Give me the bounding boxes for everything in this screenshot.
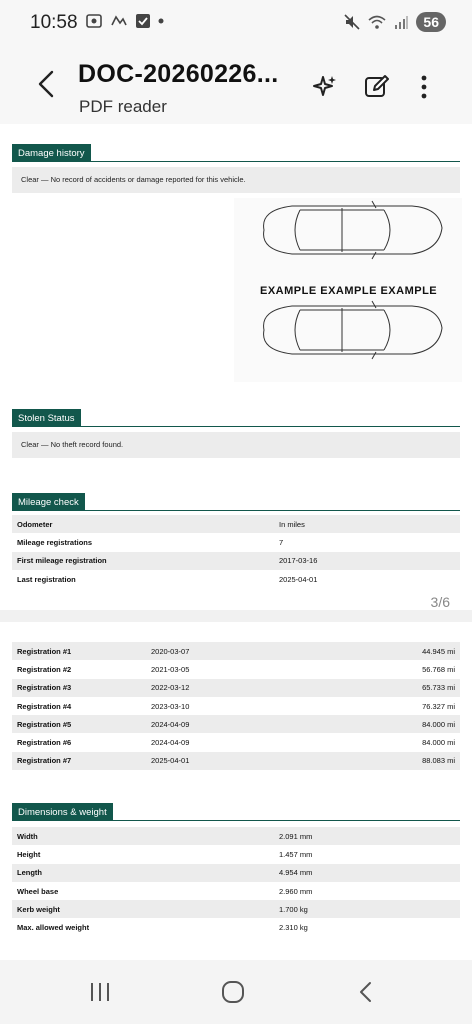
check-box-icon bbox=[136, 14, 150, 28]
table-row: Kerb weight 1.700 kg bbox=[12, 900, 460, 918]
document-subtitle: PDF reader bbox=[79, 97, 167, 116]
section-header-dimensions: Dimensions & weight bbox=[12, 802, 460, 821]
registrations-table bbox=[12, 642, 460, 770]
app-bar bbox=[0, 46, 472, 124]
pdf-page bbox=[0, 622, 472, 960]
table-row: Registration #5 2024-04-09 84.000 mi bbox=[12, 715, 460, 733]
status-notification-icons bbox=[86, 13, 164, 29]
table-row: Length 4.954 mm bbox=[12, 864, 460, 882]
status-time: 10:58 bbox=[30, 12, 78, 33]
stolen-status-note: Clear — No theft record found. bbox=[12, 432, 460, 458]
table-row: Last registration 2025-04-01 bbox=[17, 574, 318, 584]
section-header-damage-history: Damage history bbox=[12, 143, 460, 162]
table-row: First mileage registration 2017-03-16 bbox=[12, 552, 460, 570]
vehicle-diagram bbox=[234, 198, 462, 382]
mileage-table bbox=[12, 515, 460, 588]
table-row: Max. allowed weight 2.310 kg bbox=[17, 923, 308, 933]
home-icon[interactable] bbox=[221, 980, 245, 1004]
status-system-icons bbox=[344, 12, 446, 32]
table-row: Mileage registrations 7 bbox=[17, 537, 284, 547]
more-vert-icon[interactable] bbox=[416, 74, 432, 100]
section-header-mileage-check: Mileage check bbox=[12, 492, 460, 511]
dot-icon bbox=[158, 18, 164, 24]
pdf-page bbox=[0, 124, 472, 610]
table-row: Registration #3 2022-03-12 65.733 mi bbox=[12, 679, 460, 697]
table-row: Registration #1 2020-03-07 44.945 mi bbox=[12, 642, 460, 660]
table-row: Odometer In miles bbox=[12, 515, 460, 533]
edit-icon[interactable] bbox=[364, 74, 390, 100]
document-title: DOC-20260226... bbox=[78, 60, 279, 88]
table-row: Registration #4 2023-03-10 76.327 mi bbox=[17, 701, 455, 711]
table-row: Width 2.091 mm bbox=[12, 827, 460, 845]
screenshot-icon bbox=[86, 13, 102, 29]
example-watermark: EXAMPLE EXAMPLE EXAMPLE bbox=[260, 285, 438, 297]
status-bar bbox=[0, 0, 472, 46]
cast-icon bbox=[110, 13, 128, 29]
table-row: Registration #2 2021-03-05 56.768 mi bbox=[17, 664, 455, 674]
nav-back-icon[interactable] bbox=[356, 980, 376, 1004]
table-row: Registration #7 2025-04-01 88.083 mi bbox=[12, 752, 460, 770]
signal-icon bbox=[394, 15, 408, 29]
table-row: Registration #6 2024-04-09 84.000 mi bbox=[17, 738, 455, 748]
table-row: Height 1.457 mm bbox=[17, 849, 313, 859]
wifi-icon bbox=[368, 14, 386, 30]
navigation-bar bbox=[0, 960, 472, 1024]
dimensions-table bbox=[12, 827, 460, 937]
mute-icon bbox=[344, 14, 360, 30]
table-row: Wheel base 2.960 mm bbox=[17, 886, 313, 896]
damage-history-note: Clear — No record of accidents or damage reported for this vehicle. bbox=[12, 167, 460, 193]
battery-level: 56 bbox=[416, 12, 446, 32]
sparkle-icon[interactable] bbox=[312, 74, 338, 100]
page-indicator: 3/6 bbox=[430, 594, 450, 610]
section-header-stolen-status: Stolen Status bbox=[12, 408, 460, 427]
recents-icon[interactable] bbox=[88, 980, 112, 1004]
back-arrow-icon[interactable] bbox=[36, 70, 56, 98]
